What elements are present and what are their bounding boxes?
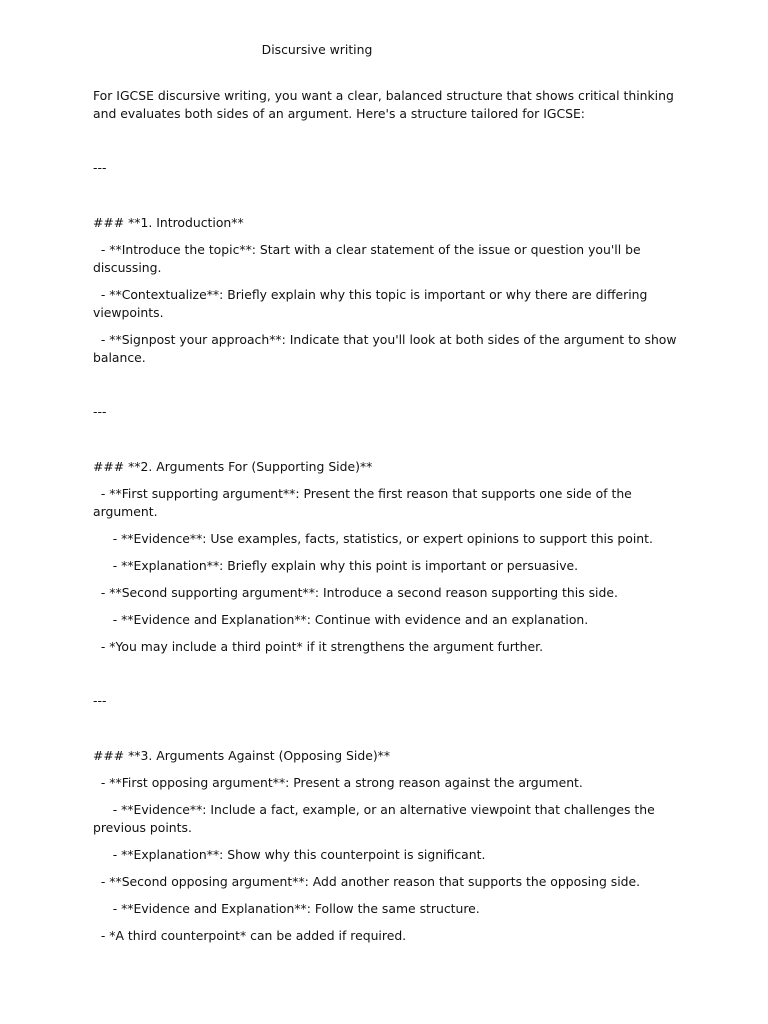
list-item: - **Introduce the topic**: Start with a clear statement of the issue or question you'll be discussing.	[93, 242, 645, 275]
list-item: - **Evidence and Explanation**: Continue with evidence and an explanation.	[93, 612, 589, 627]
document-title: Discursive writing	[261, 42, 373, 57]
list-item: - **Second opposing argument**: Add another reason that supports the opposing side.	[93, 874, 641, 889]
list-item: - *A third counterpoint* can be added if required.	[93, 928, 407, 943]
list-item: - **Signpost your approach**: Indicate that you'll look at both sides of the argument to show balance.	[93, 332, 681, 365]
list-item: - **Evidence and Explanation**: Follow the same structure.	[93, 901, 480, 916]
section-heading-arguments-for: ### **2. Arguments For (Supporting Side)**	[93, 459, 373, 474]
list-item: - **Evidence**: Include a fact, example, or an alternative viewpoint that challenges the previous points.	[93, 802, 659, 835]
intro-paragraph: For IGCSE discursive writing, you want a clear, balanced structure that shows critical thinking and evaluates both sides of an argument. Here's a structure tailored for IGCSE:	[93, 88, 678, 121]
section-heading-introduction: ### **1. Introduction**	[93, 215, 244, 230]
list-item: - **Contextualize**: Briefly explain why this topic is important or why there are differing viewpoints.	[93, 287, 652, 320]
section-heading-arguments-against: ### **3. Arguments Against (Opposing Side)**	[93, 748, 391, 763]
list-item: - **First supporting argument**: Present the first reason that supports one side of the argument.	[93, 486, 636, 519]
list-item: - **Explanation**: Show why this counterpoint is significant.	[93, 847, 486, 862]
list-item: - **First opposing argument**: Present a strong reason against the argument.	[93, 775, 583, 790]
list-item: - *You may include a third point* if it strengthens the argument further.	[93, 639, 544, 654]
list-item: - **Evidence**: Use examples, facts, statistics, or expert opinions to support this point.	[93, 531, 653, 546]
list-item: - **Explanation**: Briefly explain why this point is important or persuasive.	[93, 558, 579, 573]
divider-3: ---	[93, 693, 107, 708]
document-body	[93, 87, 693, 945]
divider-2: ---	[93, 404, 107, 419]
divider-1: ---	[93, 160, 107, 175]
list-item: - **Second supporting argument**: Introduce a second reason supporting this side.	[93, 585, 618, 600]
